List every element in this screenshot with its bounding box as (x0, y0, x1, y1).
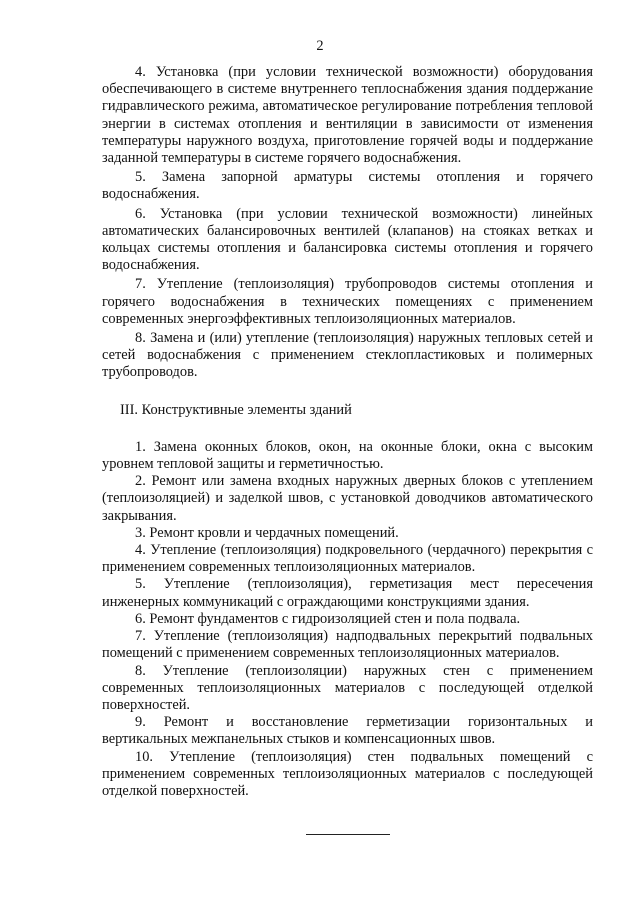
end-divider (306, 834, 390, 835)
list-item: 7. Утепление (теплоизоляция) надподвальных перекрытий подвальных помещений с применением современных теплоизоляционных материалов. (102, 628, 593, 662)
list-item: 1. Замена оконных блоков, окон, на оконные блоки, окна с высоким уровнем тепловой защиты и герметичностью. (102, 438, 593, 473)
list-item: 8. Замена и (или) утепление (теплоизоляция) наружных тепловых сетей и сетей водоснабжения с применением стеклопластиковых и полимерных трубопроводов. (102, 330, 593, 381)
section-heading: III. Конструктивные элементы зданий (120, 401, 352, 418)
page-number: 2 (316, 38, 324, 54)
list-item: 6. Ремонт фундаментов с гидроизоляцией стен и пола подвала. (135, 610, 521, 627)
document-body (102, 64, 593, 800)
list-item: 2. Ремонт или замена входных наружных дверных блоков с утеплением (теплоизоляцией) и заделкой швов, с установкой доводчиков автоматического закрывания. (102, 473, 593, 524)
list-item: 5. Замена запорной арматуры системы отопления и горячего водоснабжения. (102, 169, 593, 203)
list-item: 3. Ремонт кровли и чердачных помещений. (135, 524, 399, 541)
list-item: 4. Утепление (теплоизоляция) подкровельного (чердачного) перекрытия с применением современных теплоизоляционных материалов. (102, 542, 593, 576)
list-item: 4. Установка (при условии технической возможности) оборудования обеспечивающего в системе внутреннего теплоснабжения здания поддержание гидравлического режима, автоматическое регулирование потребления тепловой энергии в системах отопления и вентиляции в зависимости от изменения температуры наружного воздуха, приготовление горячей воды и поддержание заданной температуры в системе горячего водоснабжения. (102, 64, 593, 167)
list-item: 9. Ремонт и восстановление герметизации горизонтальных и вертикальных межпанельных стыков и компенсационных швов. (102, 714, 593, 748)
list-item: 10. Утепление (теплоизоляция) стен подвальных помещений с применением современных теплоизоляционных материалов с последующей отделкой поверхностей. (102, 748, 593, 799)
list-item: 5. Утепление (теплоизоляция), герметизация мест пересечения инженерных коммуникаций с ограждающими конструкциями здания. (102, 576, 593, 610)
list-item: 6. Установка (при условии технической возможности) линейных автоматических балансировочных вентилей (клапанов) на стояках ветках и кольцах системы отопления и балансировка системы отопления и горячего водоснабжения. (102, 205, 593, 274)
list-item: 7. Утепление (теплоизоляция) трубопроводов системы отопления и горячего водоснабжения в технических помещениях с применением современных энергоэффективных теплоизоляционных материалов. (102, 276, 593, 327)
list-item: 8. Утепление (теплоизоляции) наружных стен с применением современных теплоизоляционных материалов с последующей отделкой поверхностей. (102, 662, 593, 713)
